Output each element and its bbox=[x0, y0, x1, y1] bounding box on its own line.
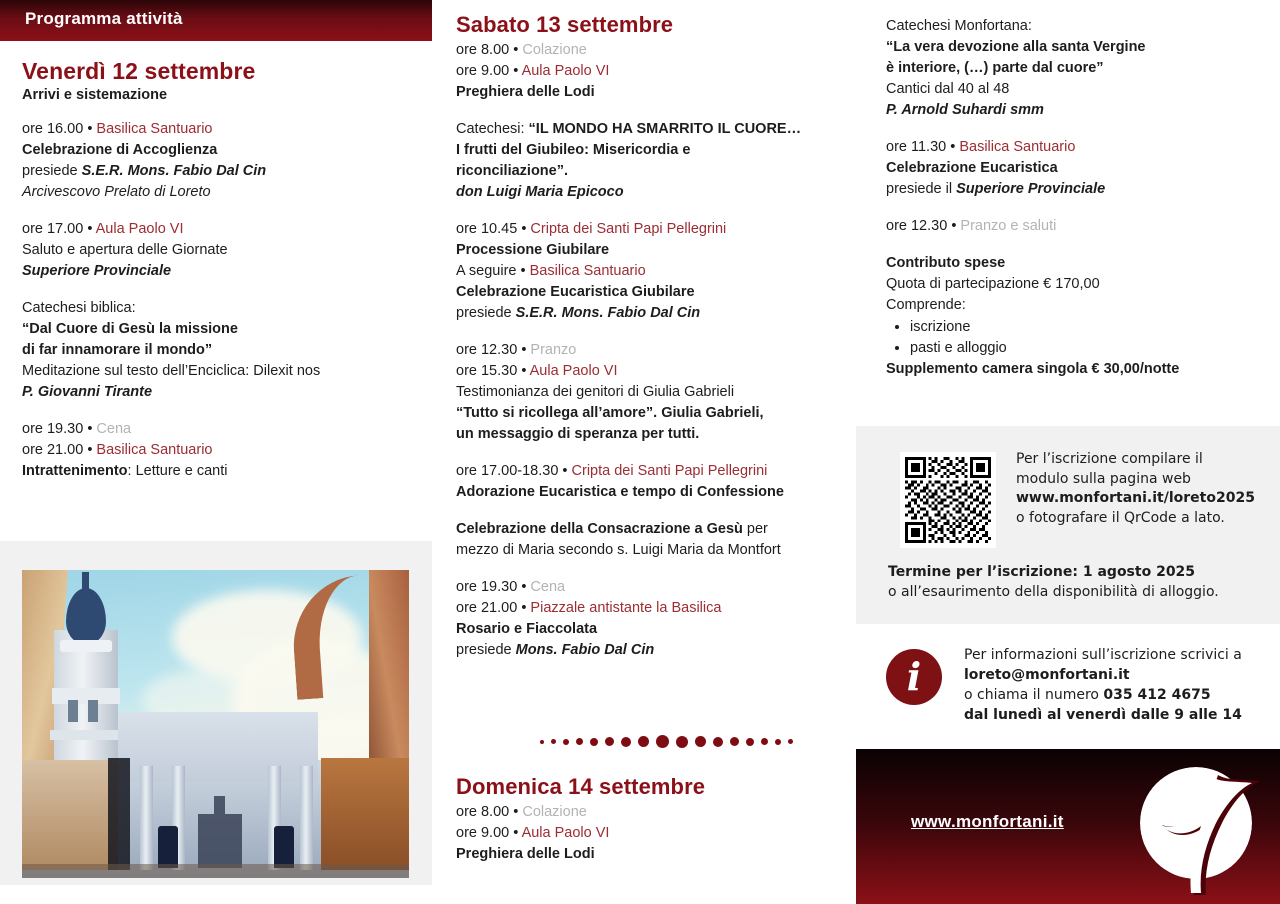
fees-heading: Contributo spese bbox=[886, 255, 1006, 271]
venue: Aula Paolo VI bbox=[521, 63, 610, 79]
venue: Aula Paolo VI bbox=[95, 221, 184, 237]
meal: Pranzo e saluti bbox=[960, 218, 1057, 234]
dot-divider bbox=[540, 735, 793, 748]
event-title-2: Celebrazione Eucaristica Giubilare bbox=[456, 284, 695, 300]
bullet-sep: • bbox=[562, 463, 568, 479]
saturday-event-4 bbox=[456, 340, 836, 445]
time: ore 12.30 bbox=[886, 218, 948, 234]
saturday-heading: Sabato 13 settembre bbox=[456, 12, 674, 37]
catechesi-label: Catechesi: bbox=[456, 121, 529, 137]
venue: Basilica Santuario bbox=[96, 442, 213, 458]
time: ore 8.00 bbox=[456, 804, 510, 820]
testimony-line: Testimonianza dei genitori di Giulia Gabrieli bbox=[456, 384, 735, 400]
time: ore 10.45 bbox=[456, 221, 518, 237]
saturday-event-6 bbox=[456, 519, 836, 561]
bullet-sep: • bbox=[513, 63, 519, 79]
time: ore 17.00-18.30 bbox=[456, 463, 559, 479]
time: ore 16.00 bbox=[22, 121, 84, 137]
divider-dot bbox=[713, 737, 723, 747]
meditation-note: Meditazione sul testo dell’Enciclica: Dilexit nos bbox=[22, 363, 321, 379]
speaker: Superiore Provinciale bbox=[22, 263, 172, 279]
venue: Cripta dei Santi Papi Pellegrini bbox=[530, 221, 727, 237]
quote-line-2: è interiore, (…) parte dal cuore” bbox=[886, 60, 1104, 76]
saturday-event-7 bbox=[456, 577, 836, 661]
divider-dot bbox=[656, 735, 669, 748]
bullet-sep: • bbox=[513, 804, 519, 820]
divider-dot bbox=[621, 737, 631, 747]
speaker: don Luigi Maria Epicoco bbox=[456, 184, 624, 200]
footer-website-link[interactable]: www.monfortani.it bbox=[911, 812, 1064, 831]
fees-includes-label: Comprende: bbox=[886, 297, 966, 313]
event-title: Celebrazione Eucaristica bbox=[886, 160, 1058, 176]
preside-name: S.E.R. Mons. Fabio Dal Cin bbox=[81, 163, 267, 179]
divider-dot bbox=[695, 736, 706, 747]
preside-label: presiede bbox=[22, 163, 82, 179]
speaker: P. Arnold Suhardi smm bbox=[886, 102, 1044, 118]
registration-line-3: o fotografare il QrCode a lato. bbox=[1016, 509, 1225, 526]
event-title: Intrattenimento bbox=[22, 463, 128, 479]
qr-code-svg bbox=[905, 457, 991, 543]
event-title: Saluto e apertura delle Giornate bbox=[22, 242, 228, 258]
saturday-event-1 bbox=[456, 40, 836, 103]
bullet-sep: • bbox=[87, 121, 93, 137]
fees-includes-list bbox=[886, 317, 1280, 359]
list-item: • pasti e alloggio bbox=[910, 338, 1280, 359]
friday-event-1 bbox=[22, 119, 422, 203]
info-phone[interactable]: 035 412 4675 bbox=[1103, 687, 1211, 703]
venue: Basilica Santuario bbox=[959, 139, 1076, 155]
time: ore 19.30 bbox=[22, 421, 84, 437]
friday-event-2 bbox=[22, 219, 422, 282]
venue: Basilica Santuario bbox=[96, 121, 213, 137]
divider-dot bbox=[576, 738, 583, 745]
quote-line-3: riconciliazione”. bbox=[456, 163, 568, 179]
event-title-rest: per bbox=[742, 521, 768, 537]
friday-section bbox=[22, 58, 422, 482]
preside-label: presiede bbox=[456, 642, 516, 658]
divider-dot bbox=[605, 737, 614, 746]
event-title-line-2: mezzo di Maria secondo s. Luigi Maria da Montfort bbox=[456, 542, 781, 558]
registration-line-2: modulo sulla pagina web bbox=[1016, 470, 1191, 487]
monfortani-logo-icon bbox=[1130, 759, 1270, 899]
divider-dot bbox=[788, 739, 793, 744]
bullet-sep: • bbox=[951, 218, 957, 234]
event-title: Rosario e Fiaccolata bbox=[456, 621, 598, 637]
sunday-continued bbox=[886, 16, 1280, 380]
preside-label: presiede bbox=[456, 305, 516, 321]
venue: Piazzale antistante la Basilica bbox=[530, 600, 722, 616]
testimony-quote-1: “Tutto si ricollega all’amore”. Giulia Gabrieli, bbox=[456, 405, 764, 421]
bullet-sep: • bbox=[87, 442, 93, 458]
divider-dot bbox=[761, 738, 768, 745]
quote-line-2: di far innamorare il mondo” bbox=[22, 342, 213, 358]
time: ore 17.00 bbox=[22, 221, 84, 237]
registration-box bbox=[856, 426, 1280, 624]
preside-name: Superiore Provinciale bbox=[956, 181, 1106, 197]
catechesi-label: Catechesi Monfortana: bbox=[886, 18, 1032, 34]
event-title: Preghiera delle Lodi bbox=[456, 84, 595, 100]
divider-dot bbox=[551, 739, 556, 744]
basilica-photo bbox=[22, 570, 409, 878]
time: ore 19.30 bbox=[456, 579, 518, 595]
friday-heading: Venerdì 12 settembre bbox=[22, 58, 256, 84]
bullet-sep: • bbox=[513, 825, 519, 841]
divider-dot bbox=[563, 739, 569, 745]
divider-dot bbox=[730, 737, 739, 746]
info-text bbox=[964, 645, 1264, 725]
divider-dot bbox=[590, 738, 598, 746]
fees-section bbox=[886, 253, 1280, 380]
quote-line-1: “La vera devozione alla santa Vergine bbox=[886, 39, 1146, 55]
venue: Basilica Santuario bbox=[529, 263, 646, 279]
bullet-sep: • bbox=[521, 600, 527, 616]
bullet-sep: • bbox=[521, 221, 527, 237]
registration-text bbox=[1016, 450, 1256, 528]
footer-logo-strip bbox=[856, 749, 1280, 904]
meal: Cena bbox=[96, 421, 132, 437]
bullet-sep: • bbox=[87, 421, 93, 437]
event-title: Celebrazione di Accoglienza bbox=[22, 142, 218, 158]
deadline-text: Termine per l’iscrizione: 1 agosto 2025 bbox=[888, 564, 1196, 580]
saturday-section bbox=[456, 12, 836, 661]
registration-url[interactable]: www.monfortani.it/loreto2025 bbox=[1016, 490, 1255, 506]
meal: Colazione bbox=[522, 804, 587, 820]
saturday-event-2 bbox=[456, 119, 836, 203]
divider-dot bbox=[676, 736, 688, 748]
info-email[interactable]: loreto@monfortani.it bbox=[964, 667, 1130, 683]
catechesi-label: Catechesi biblica: bbox=[22, 300, 136, 316]
divider-dot bbox=[746, 738, 754, 746]
meal: Colazione bbox=[522, 42, 587, 58]
quote-line-2: I frutti del Giubileo: Misericordia e bbox=[456, 142, 691, 158]
event-title: Processione Giubilare bbox=[456, 242, 610, 258]
divider-dot bbox=[638, 736, 649, 747]
preside-role: Arcivescovo Prelato di Loreto bbox=[22, 184, 211, 200]
info-hours: dal lunedì al venerdì dalle 9 alle 14 bbox=[964, 707, 1242, 723]
quote-line-1: “Dal Cuore di Gesù la missione bbox=[22, 321, 238, 337]
follow-label: A seguire bbox=[456, 263, 521, 279]
friday-subtitle: Arrivi e sistemazione bbox=[22, 87, 168, 103]
divider-dot bbox=[540, 740, 544, 744]
deadline-note: o all’esaurimento della disponibilità di alloggio. bbox=[888, 584, 1219, 600]
friday-event-3 bbox=[22, 298, 422, 403]
registration-line-1: Per l’iscrizione compilare il bbox=[1016, 451, 1203, 467]
registration-deadline bbox=[888, 562, 1258, 602]
bullet-sep: • bbox=[521, 363, 527, 379]
bullet-sep: • bbox=[950, 139, 956, 155]
bullet-sep: • bbox=[87, 221, 93, 237]
time: ore 21.00 bbox=[456, 600, 518, 616]
left-column bbox=[0, 0, 432, 904]
event-title: Preghiera delle Lodi bbox=[456, 846, 595, 862]
venue: Aula Paolo VI bbox=[521, 825, 610, 841]
info-icon: i bbox=[886, 649, 942, 705]
divider-dot bbox=[775, 739, 781, 745]
sunday-event-3 bbox=[886, 137, 1280, 200]
venue: Cripta dei Santi Papi Pellegrini bbox=[571, 463, 768, 479]
meal: Pranzo bbox=[530, 342, 577, 358]
sunday-event-4 bbox=[886, 216, 1280, 237]
venue: Aula Paolo VI bbox=[529, 363, 618, 379]
event-title: Celebrazione della Consacrazione a Gesù bbox=[456, 521, 743, 537]
time: ore 8.00 bbox=[456, 42, 510, 58]
friday-event-4 bbox=[22, 419, 422, 482]
bullet-sep: • bbox=[513, 42, 519, 58]
saturday-event-3 bbox=[456, 219, 836, 324]
quote-line-1: “IL MONDO HA SMARRITO IL CUORE… bbox=[528, 121, 802, 137]
sunday-heading: Domenica 14 settembre bbox=[456, 774, 706, 799]
preside-name: Mons. Fabio Dal Cin bbox=[515, 642, 655, 658]
time: ore 9.00 bbox=[456, 825, 510, 841]
banner-title: Programma attività bbox=[25, 9, 183, 28]
fees-supplement: Supplemento camera singola € 30,00/notte bbox=[886, 361, 1180, 377]
qr-code-icon[interactable] bbox=[900, 452, 996, 548]
time: ore 11.30 bbox=[886, 139, 947, 155]
time: ore 21.00 bbox=[22, 442, 84, 458]
testimony-quote-2: un messaggio di speranza per tutti. bbox=[456, 426, 700, 442]
time: ore 12.30 bbox=[456, 342, 518, 358]
preside-label: presiede il bbox=[886, 181, 957, 197]
speaker: P. Giovanni Tirante bbox=[22, 384, 153, 400]
fees-quota: Quota di partecipazione € 170,00 bbox=[886, 276, 1100, 292]
program-banner bbox=[0, 0, 432, 41]
cantici-note: Cantici dal 40 al 48 bbox=[886, 81, 1010, 97]
info-line-1: Per informazioni sull’iscrizione scrivici a bbox=[964, 647, 1242, 663]
event-title-rest: : Letture e canti bbox=[127, 463, 228, 479]
saturday-event-5 bbox=[456, 461, 836, 503]
list-item: • iscrizione bbox=[910, 317, 1280, 338]
time: ore 9.00 bbox=[456, 63, 510, 79]
sunday-section bbox=[456, 774, 836, 865]
info-phone-label: o chiama il numero bbox=[964, 687, 1104, 703]
time: ore 15.30 bbox=[456, 363, 518, 379]
bullet-sep: • bbox=[521, 579, 527, 595]
bullet-sep: • bbox=[520, 263, 526, 279]
preside-name: S.E.R. Mons. Fabio Dal Cin bbox=[515, 305, 701, 321]
event-title: Adorazione Eucaristica e tempo di Confessione bbox=[456, 484, 784, 500]
meal: Cena bbox=[530, 579, 566, 595]
bullet-sep: • bbox=[521, 342, 527, 358]
